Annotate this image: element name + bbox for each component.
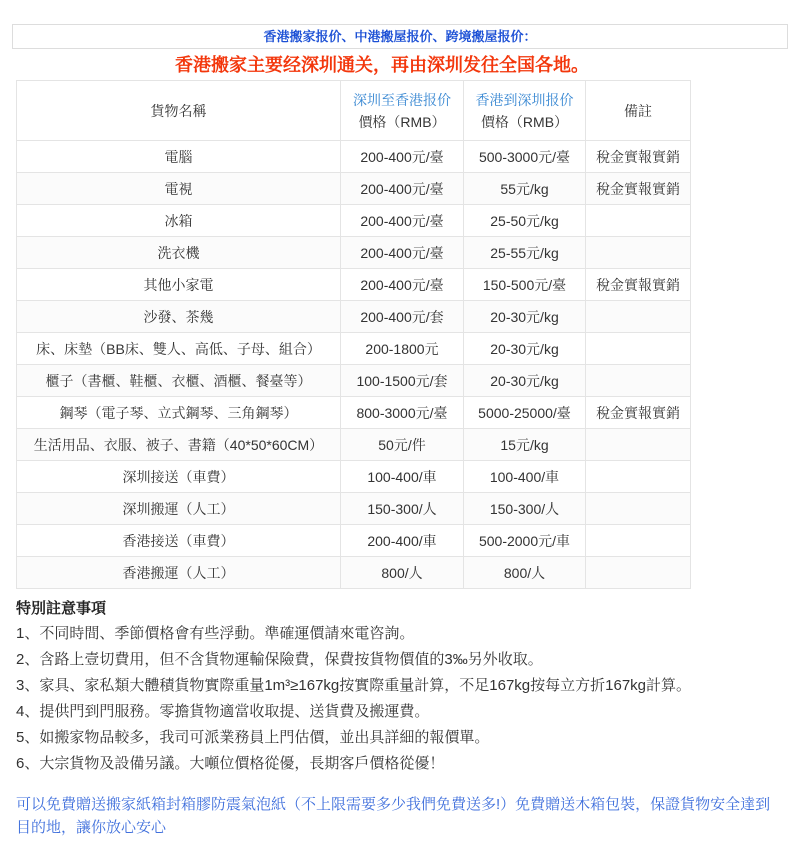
price-hk-to-sz-cell: 25-50元/kg: [464, 205, 586, 237]
table-row: [17, 365, 691, 397]
remark-cell: 稅金實報實銷: [586, 173, 691, 205]
item-name-cell: 冰箱: [17, 205, 341, 237]
col-header-hk-to-sz-label: 香港到深圳报价: [475, 91, 574, 108]
table-row: [17, 429, 691, 461]
item-name-cell: 電視: [17, 173, 341, 205]
price-sz-to-hk-cell: 200-400元/臺: [341, 237, 464, 269]
price-hk-to-sz-cell: 20-30元/kg: [464, 333, 586, 365]
item-name-cell: 櫃子（書櫃、鞋櫃、衣櫃、酒櫃、餐臺等）: [17, 365, 341, 397]
free-packaging-note: 可以免費贈送搬家紙箱封箱膠防震氣泡紙（不上限需要多少我們免費送多!）免費贈送木箱包裝，保證貨物安全達到目的地，讓你放心安心: [16, 796, 771, 836]
remark-cell: 稅金實報實銷: [586, 397, 691, 429]
price-hk-to-sz-cell: 55元/kg: [464, 173, 586, 205]
notes-title: 特別註意事項: [16, 600, 107, 617]
item-name-cell: 鋼琴（電子琴、立式鋼琴、三角鋼琴）: [17, 397, 341, 429]
notes-section: [16, 597, 784, 777]
price-hk-to-sz-cell: 25-55元/kg: [464, 237, 586, 269]
price-sz-to-hk-cell: 200-400元/臺: [341, 269, 464, 301]
col-header-hk-to-sz-unit: 價格（RMB）: [480, 113, 569, 130]
table-row: [17, 525, 691, 557]
remark-cell: [586, 333, 691, 365]
price-sz-to-hk-cell: 800/人: [341, 557, 464, 589]
note-item: 5、如搬家物品較多，我司可派業務員上門估價，並出具詳細的報價單。: [16, 729, 490, 746]
item-name-cell: 電腦: [17, 141, 341, 173]
table-row: [17, 333, 691, 365]
col-header-item: [17, 81, 341, 141]
remark-cell: 稅金實報實銷: [586, 269, 691, 301]
price-hk-to-sz-cell: 150-500元/臺: [464, 269, 586, 301]
price-hk-to-sz-cell: 500-2000元/車: [464, 525, 586, 557]
price-sz-to-hk-cell: 150-300/人: [341, 493, 464, 525]
remark-cell: 稅金實報實銷: [586, 141, 691, 173]
price-hk-to-sz-cell: 800/人: [464, 557, 586, 589]
table-row: [17, 173, 691, 205]
item-name-cell: 深圳搬運（人工）: [17, 493, 341, 525]
price-hk-to-sz-cell: 5000-25000/臺: [464, 397, 586, 429]
price-sz-to-hk-cell: 100-1500元/套: [341, 365, 464, 397]
price-hk-to-sz-cell: 15元/kg: [464, 429, 586, 461]
remark-cell: [586, 237, 691, 269]
remark-cell: [586, 301, 691, 333]
price-sz-to-hk-cell: 200-1800元: [341, 333, 464, 365]
table-header-row: [17, 81, 691, 141]
col-header-sz-to-hk-unit: 價格（RMB）: [358, 113, 446, 130]
item-name-cell: 其他小家電: [17, 269, 341, 301]
price-sz-to-hk-cell: 200-400元/臺: [341, 141, 464, 173]
table-row: [17, 557, 691, 589]
table-row: [17, 237, 691, 269]
price-hk-to-sz-cell: 150-300/人: [464, 493, 586, 525]
price-sz-to-hk-cell: 50元/件: [341, 429, 464, 461]
price-hk-to-sz-cell: 20-30元/kg: [464, 365, 586, 397]
price-sz-to-hk-cell: 200-400/車: [341, 525, 464, 557]
table-row: [17, 269, 691, 301]
col-header-remark: [586, 81, 691, 141]
item-name-cell: 沙發、茶幾: [17, 301, 341, 333]
price-hk-to-sz-cell: 20-30元/kg: [464, 301, 586, 333]
price-sz-to-hk-cell: 100-400/車: [341, 461, 464, 493]
quote-header-box: [12, 24, 788, 49]
page-subtitle: 香港搬家主要经深圳通关，再由深圳发往全国各地。: [175, 55, 589, 75]
item-name-cell: 生活用品、衣服、被子、書籍（40*50*60CM）: [17, 429, 341, 461]
remark-cell: [586, 365, 691, 397]
col-header-hk-to-sz: [464, 81, 586, 141]
col-header-sz-to-hk-label: 深圳至香港报价: [353, 91, 451, 108]
item-name-cell: 香港接送（車費）: [17, 525, 341, 557]
price-hk-to-sz-cell: 500-3000元/臺: [464, 141, 586, 173]
remark-cell: [586, 493, 691, 525]
note-item: 1、不同時間、季節價格會有些浮動。準確運價請來電咨詢。: [16, 625, 415, 642]
table-row: [17, 493, 691, 525]
table-row: [17, 397, 691, 429]
pricing-table: [16, 80, 691, 589]
remark-cell: [586, 557, 691, 589]
note-item: 3、家具、家私類大體積貨物實際重量1m³≥167kg按實際重量計算，不足167kg按每立方折167kg計算。: [16, 677, 692, 694]
price-sz-to-hk-cell: 200-400元/臺: [341, 173, 464, 205]
table-row: [17, 205, 691, 237]
price-hk-to-sz-cell: 100-400/車: [464, 461, 586, 493]
col-header-remark-label: 備註: [624, 102, 652, 119]
col-header-item-label: 貨物名稱: [150, 102, 207, 119]
col-header-sz-to-hk: [341, 81, 464, 141]
table-row: [17, 301, 691, 333]
note-item: 4、提供門到門服務。零擔貨物適當收取提、送貨費及搬運費。: [16, 703, 430, 720]
note-item: 2、含路上壹切費用，但不含貨物運輸保險費，保費按貨物價值的3‰另外收取。: [16, 651, 543, 668]
item-name-cell: 床、床墊（BB床、雙人、高低、子母、組合）: [17, 333, 341, 365]
table-row: [17, 461, 691, 493]
item-name-cell: 洗衣機: [17, 237, 341, 269]
note-item: 6、大宗貨物及設備另議。大噸位價格從優，長期客戶價格從優！: [16, 755, 445, 772]
remark-cell: [586, 525, 691, 557]
price-sz-to-hk-cell: 200-400元/套: [341, 301, 464, 333]
table-row: [17, 141, 691, 173]
price-sz-to-hk-cell: 800-3000元/臺: [341, 397, 464, 429]
remark-cell: [586, 429, 691, 461]
price-sz-to-hk-cell: 200-400元/臺: [341, 205, 464, 237]
remark-cell: [586, 205, 691, 237]
remark-cell: [586, 461, 691, 493]
item-name-cell: 香港搬運（人工）: [17, 557, 341, 589]
item-name-cell: 深圳接送（車費）: [17, 461, 341, 493]
page-title: 香港搬家报价、中港搬屋报价、跨境搬屋报价：: [263, 29, 537, 44]
